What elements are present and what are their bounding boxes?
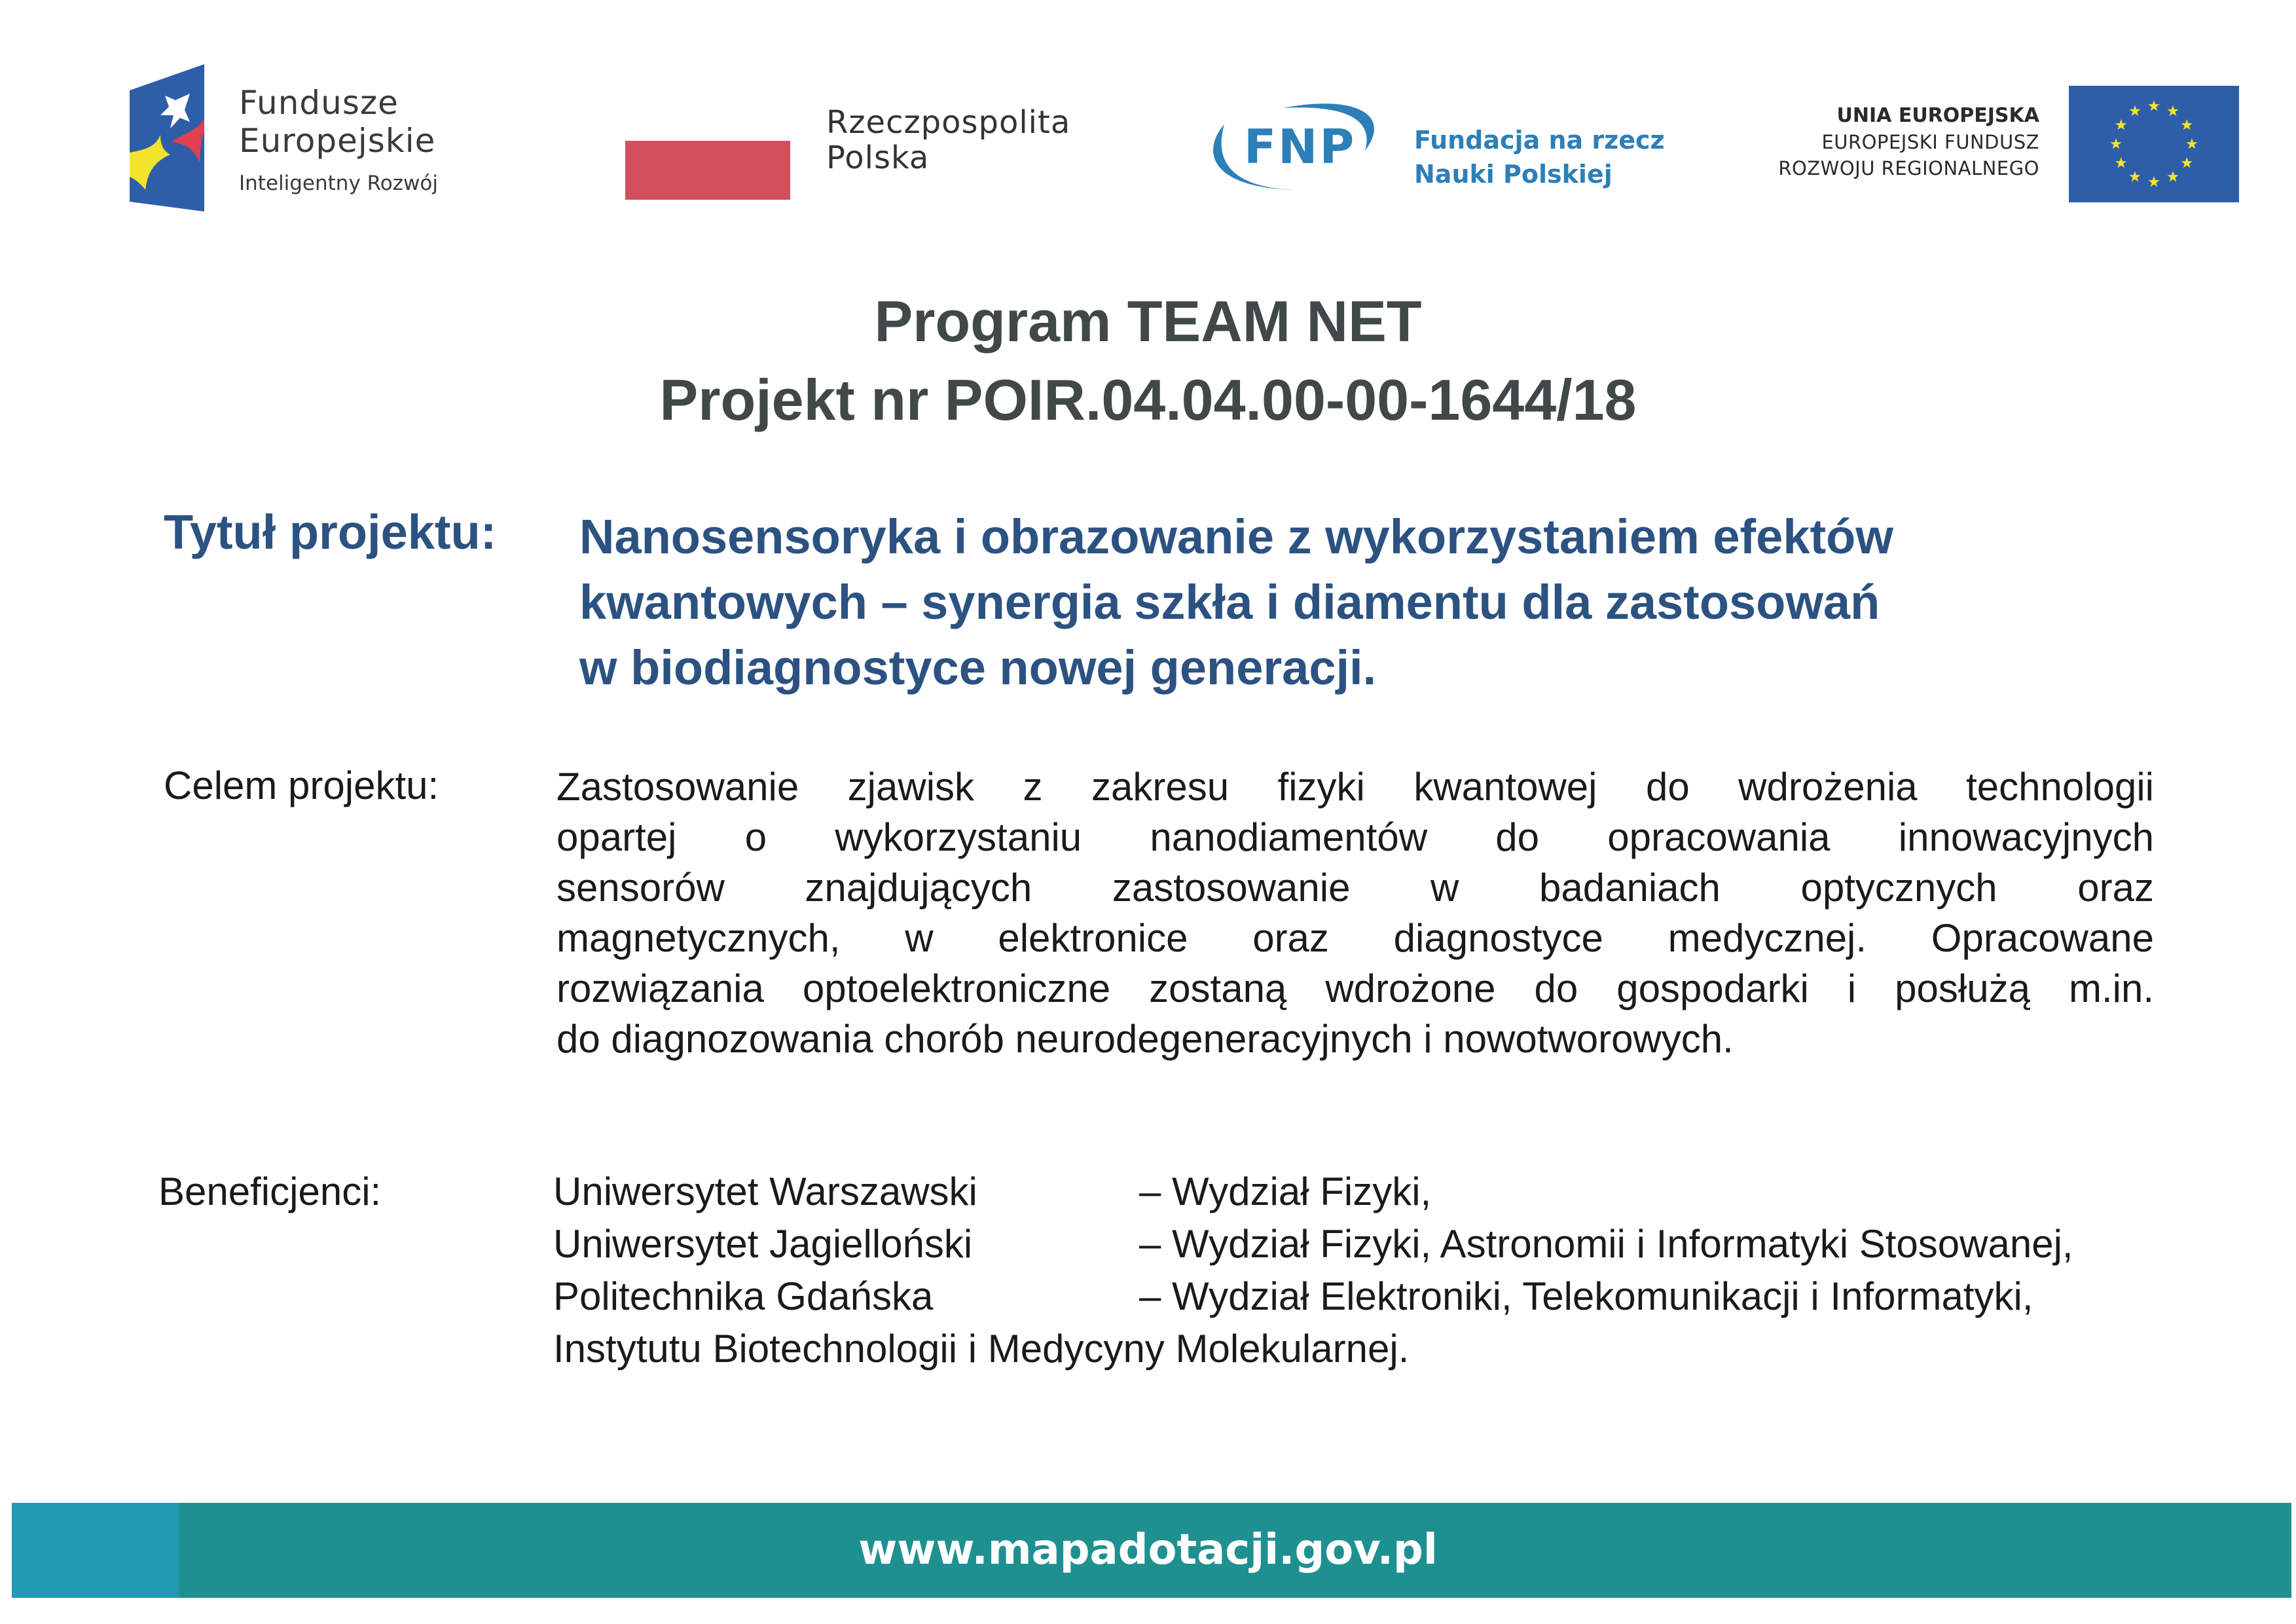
eu-star-icon	[2129, 105, 2140, 116]
fnp-logo	[1198, 98, 1394, 200]
eu-star-icon	[2148, 176, 2159, 187]
beneficiary-org: Politechnika Gdańska	[553, 1274, 934, 1318]
fnp-mark: FNP	[1244, 119, 1357, 174]
eu-star-icon	[2167, 171, 2178, 181]
beneficiary-org: Uniwersytet Jagielloński	[553, 1222, 973, 1266]
project-goal-line: sensorów znajdujących zastosowanie w badaniach optycznych oraz	[556, 866, 2154, 910]
project-goal-label: Celem projektu:	[164, 764, 439, 807]
eu-star-icon	[2148, 100, 2159, 111]
project-number: Projekt nr POIR.04.04.00-00-1644/18	[659, 367, 1637, 432]
project-title-line: Nanosensoryka i obrazowanie z wykorzystaniem efektów	[579, 509, 1893, 564]
polska-line: Polska	[826, 139, 930, 176]
beneficiary-org: Uniwersytet Warszawski	[553, 1170, 977, 1213]
fnp-text	[1414, 123, 1665, 191]
project-goal-line: opartej o wykorzystaniu nanodiamentów do opracowania innowacyjnych	[556, 815, 2154, 859]
polish-flag-icon	[625, 141, 790, 200]
project-goal-line: rozwiązania optoelektroniczne zostaną wdrożone do gospodarki i posłużą m.in.	[556, 967, 2154, 1010]
rzeczpospolita-line: Rzeczpospolita	[826, 104, 1071, 141]
eu-text	[1778, 103, 2039, 181]
eu-star-icon	[2181, 157, 2193, 168]
project-title-line: w biodiagnostyce nowej generacji.	[579, 640, 1377, 695]
program-title: Program TEAM NET	[874, 289, 1422, 354]
project-title-line: kwantowych – synergia szkła i diamentu dla zastosowań	[579, 575, 1880, 629]
eu-star-icon	[2186, 138, 2197, 149]
fundusze-europejskie-text	[239, 84, 438, 198]
eu-star-icon	[2181, 119, 2193, 130]
beneficiary-dept: – Wydział Elektroniki, Telekomunikacji i Informatyki,	[1139, 1274, 2033, 1318]
beneficiary-continuation: Instytutu Biotechnologii i Medycyny Molekularnej.	[553, 1327, 1410, 1371]
fundusze-europejskie-logo	[124, 64, 206, 212]
unia-europejska-line: UNIA EUROPEJSKA	[1836, 104, 2039, 127]
efrr-line-2: ROZWOJU REGIONALNEGO	[1778, 157, 2039, 179]
fundacja-line: Fundacja na rzecz	[1414, 126, 1665, 155]
beneficiary-dept: – Wydział Fizyki,	[1139, 1170, 1432, 1213]
eu-star-icon	[2115, 119, 2126, 130]
inteligentny-rozwoj-line: Inteligentny Rozwój	[239, 172, 438, 195]
fundusze-europejskie-emblem-icon	[124, 64, 206, 212]
eu-star-icon	[2110, 138, 2121, 149]
project-goal-text	[556, 762, 2154, 1064]
efrr-line-1: EUROPEJSKI FUNDUSZ	[1821, 131, 2039, 153]
eu-star-icon	[2129, 171, 2140, 181]
beneficiary-dept: – Wydział Fizyki, Astronomii i Informatyki Stosowanej,	[1139, 1222, 2073, 1266]
project-goal-line: Zastosowanie zjawisk z zakresu fizyki kwantowej do wdrożenia technologii	[556, 765, 2154, 809]
europejskie-line: Europejskie	[239, 122, 436, 160]
project-title-value	[579, 504, 1893, 701]
project-goal-line: magnetycznych, w elektronice oraz diagnostyce medycznej. Opracowane	[556, 916, 2154, 960]
rzeczpospolita-polska-text	[826, 105, 1070, 175]
nauki-polskiej-line: Nauki Polskiej	[1414, 160, 1613, 189]
eu-flag-icon	[2069, 86, 2239, 202]
project-title-label: Tytuł projektu:	[164, 505, 497, 559]
project-goal-line: do diagnozowania chorób neurodegeneracyjnych i nowotworowych.	[556, 1017, 1734, 1061]
eu-star-icon	[2167, 105, 2178, 116]
fundusze-line: Fundusze	[239, 84, 399, 122]
eu-star-icon	[2115, 157, 2126, 168]
footer-url-link[interactable]: www.mapadotacji.gov.pl	[858, 1526, 1438, 1574]
beneficiaries-label: Beneficjenci:	[158, 1170, 382, 1213]
